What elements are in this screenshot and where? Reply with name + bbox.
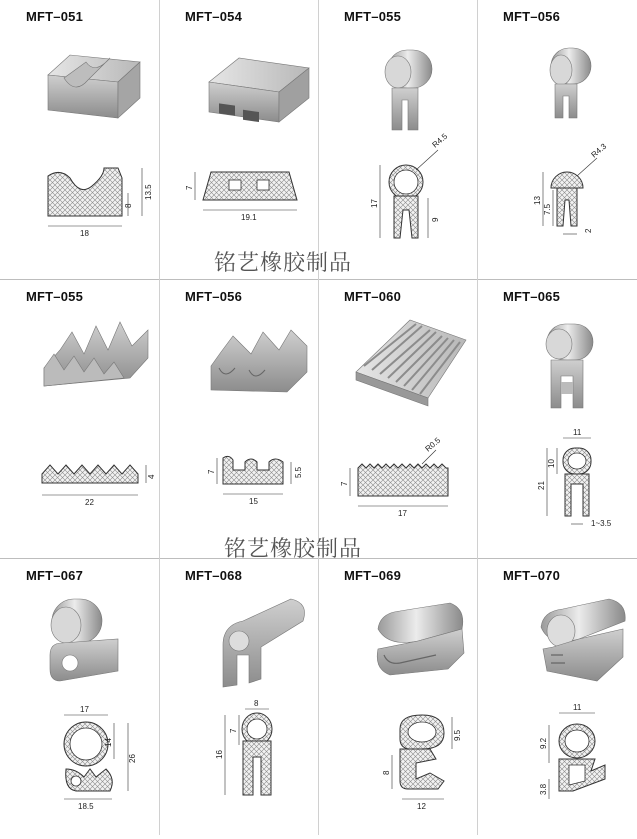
dimension-label: 15 [249, 497, 258, 506]
dimension-label: 10 [547, 459, 556, 468]
product-code: MFT–060 [344, 289, 402, 304]
dimension-label: 2 [584, 228, 593, 233]
profile-drawing [477, 0, 636, 280]
dimension-label: 7 [229, 728, 238, 733]
profile-drawing [477, 559, 636, 839]
dimension-label: 13.5 [144, 184, 153, 200]
dimension-label: 18.5 [78, 802, 94, 811]
product-code: MFT–056 [185, 289, 243, 304]
product-code: MFT–055 [344, 9, 402, 24]
dimension-label: 7.5 [543, 203, 552, 215]
dimension-label: 7 [185, 185, 194, 190]
product-cell-mft-069[interactable] [318, 559, 477, 839]
product-code: MFT–056 [503, 9, 561, 24]
dimension-label: 13 [533, 196, 542, 205]
dimension-label: 16 [215, 750, 224, 759]
product-code: MFT–065 [503, 289, 561, 304]
dimension-label: 8 [124, 203, 133, 208]
dimension-label: 18 [80, 229, 89, 238]
dimension-label: 8 [382, 770, 391, 775]
product-cell-mft-065[interactable] [477, 280, 636, 560]
dimension-label: 9.5 [453, 729, 462, 741]
dimension-label: R0.5 [423, 435, 443, 454]
product-cell-mft-070[interactable] [477, 559, 636, 839]
profile-drawing [0, 0, 159, 280]
dimension-label: 7 [340, 481, 349, 486]
profile-drawing [477, 280, 636, 560]
dimension-label: R4.3 [589, 141, 609, 160]
dimension-label: 9.2 [539, 737, 548, 749]
dimension-label: 3.8 [539, 783, 548, 795]
dimension-label: 9 [431, 217, 440, 222]
profile-drawing [0, 280, 159, 560]
product-cell-mft-060[interactable] [318, 280, 477, 560]
watermark-text: 铭艺橡胶制品 [224, 537, 363, 562]
product-cell-mft-054[interactable] [159, 0, 318, 280]
dimension-label: 17 [398, 509, 407, 518]
profile-drawing [159, 559, 318, 839]
dimension-label: 12 [417, 802, 426, 811]
product-code: MFT–055 [26, 289, 84, 304]
product-cell-mft-068[interactable] [159, 559, 318, 839]
product-code: MFT–051 [26, 9, 84, 24]
product-cell-mft-051[interactable] [0, 0, 159, 280]
dimension-label: 11 [573, 703, 582, 712]
profile-drawing [318, 559, 477, 839]
profile-drawing [159, 0, 318, 280]
profile-drawing [318, 0, 477, 280]
product-cell-mft-056[interactable] [477, 0, 636, 280]
dimension-label: 5.5 [294, 466, 303, 478]
profile-drawing [318, 280, 477, 560]
product-code: MFT–068 [185, 568, 243, 583]
dimension-label: 21 [537, 481, 546, 490]
dimension-label: 17 [80, 705, 89, 714]
profile-drawing [0, 559, 159, 839]
product-code: MFT–069 [344, 568, 402, 583]
dimension-label: 8 [254, 699, 259, 708]
dimension-label: 4 [147, 474, 156, 479]
dimension-label: 26 [128, 754, 137, 763]
dimension-label: 19.1 [241, 213, 257, 222]
product-code: MFT–067 [26, 568, 84, 583]
watermark-text: 铭艺橡胶制品 [214, 251, 353, 276]
product-code: MFT–070 [503, 568, 561, 583]
product-cell-mft-055[interactable] [318, 0, 477, 280]
dimension-label: 22 [85, 498, 94, 507]
dimension-label: 1~3.5 [591, 519, 612, 528]
dimension-label: R4.5 [430, 131, 450, 150]
profile-drawing [159, 280, 318, 560]
dimension-label: 17 [370, 199, 379, 208]
product-cell-mft-067[interactable] [0, 559, 159, 839]
dimension-label: 14 [104, 738, 113, 747]
dimension-label: 7 [207, 469, 216, 474]
dimension-label: 11 [573, 428, 582, 437]
product-cell-mft-055-wave[interactable] [0, 280, 159, 560]
product-cell-mft-056-ribbed[interactable] [159, 280, 318, 560]
product-code: MFT–054 [185, 9, 243, 24]
